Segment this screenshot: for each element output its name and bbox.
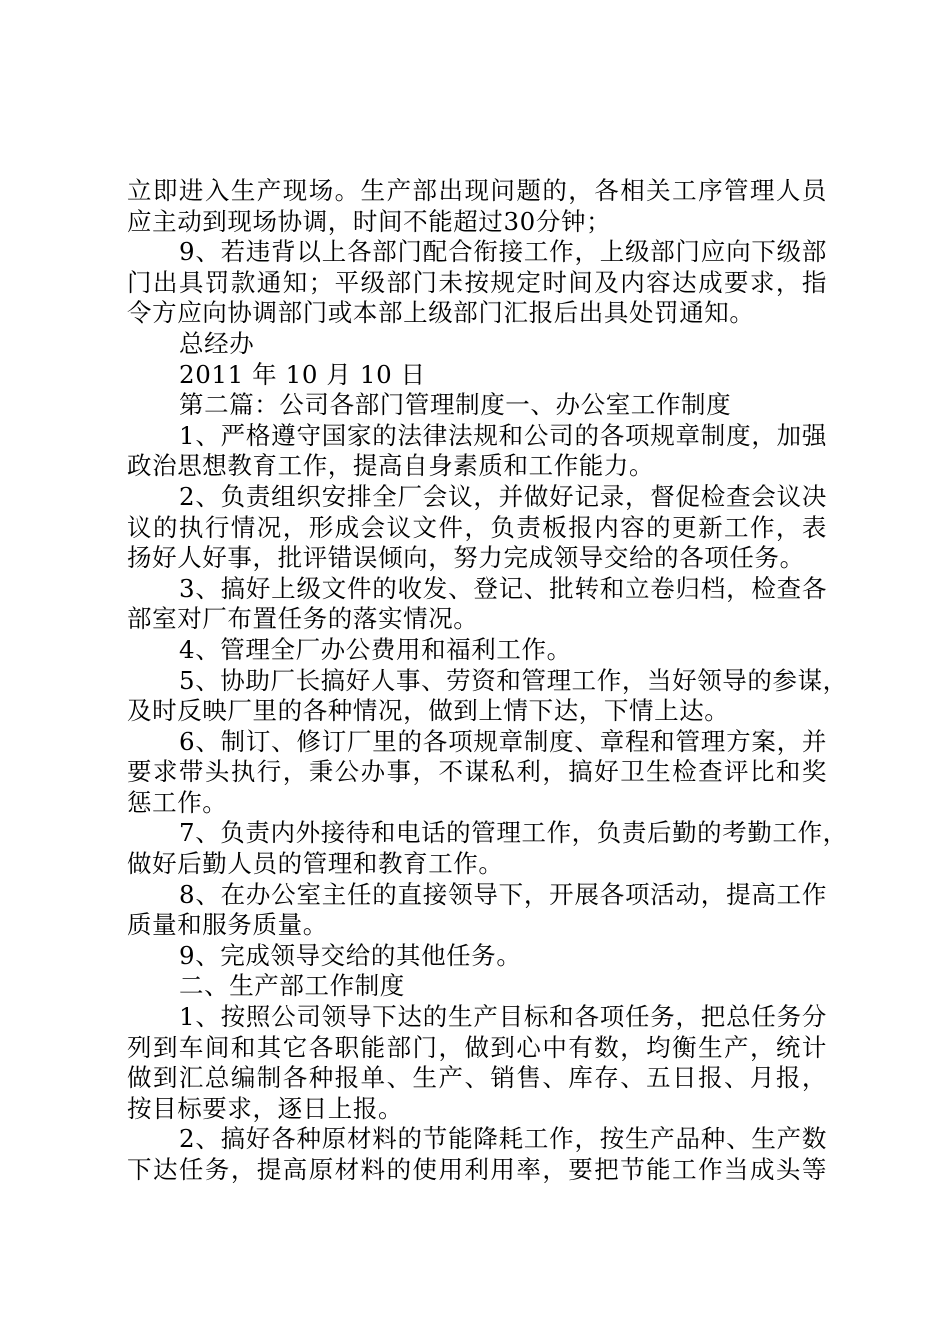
text-line: 令方应向协调部门或本部上级部门汇报后出具处罚通知。 [127, 298, 755, 328]
text-line: 扬好人好事，批评错误倾向，努力完成领导交给的各项任务。 [127, 543, 805, 573]
text-line: 2011 年 10 月 10 日 [179, 359, 426, 389]
text-line: 做到汇总编制各种报单、生产、销售、库存、五日报、月报， [127, 1063, 827, 1093]
text-line: 3、搞好上级文件的收发、登记、批转和立卷归档，检查各 [179, 573, 827, 603]
text-line: 列到车间和其它各职能部门，做到心中有数，均衡生产，统计 [127, 1032, 827, 1062]
text-line: 1、按照公司领导下达的生产目标和各项任务，把总任务分 [179, 1002, 827, 1032]
text-line: 门出具罚款通知；平级部门未按规定时间及内容达成要求，指 [127, 267, 827, 297]
text-line: 6、制订、修订厂里的各项规章制度、章程和管理方案，并 [179, 726, 827, 756]
text-line: 8、在办公室主任的直接领导下，开展各项活动，提高工作 [179, 879, 827, 909]
text-line: 2、负责组织安排全厂会议，并做好记录，督促检查会议决 [179, 481, 827, 511]
text-line: 2、搞好各种原材料的节能降耗工作，按生产品种、生产数 [179, 1124, 827, 1154]
text-line: 部室对厂布置任务的落实情况。 [127, 604, 479, 634]
document-body [127, 176, 848, 1186]
text-line: 要求带头执行，秉公办事，不谋私利，搞好卫生检查评比和奖 [127, 757, 827, 787]
text-line: 1、严格遵守国家的法律法规和公司的各项规章制度，加强 [179, 420, 827, 450]
text-line: 下达任务，提高原材料的使用利用率，要把节能工作当成头等 [127, 1155, 827, 1184]
text-line: 9、若违背以上各部门配合衔接工作，上级部门应向下级部 [179, 237, 827, 267]
text-line: 第二篇：公司各部门管理制度一、办公室工作制度 [179, 390, 732, 420]
text-line: 9、完成领导交给的其他任务。 [179, 940, 522, 970]
text-line: 按目标要求，逐日上报。 [127, 1093, 404, 1123]
text-line: 7、负责内外接待和电话的管理工作，负责后勤的考勤工作， [179, 818, 848, 848]
text-line: 议的执行情况，形成会议文件，负责板报内容的更新工作，表 [127, 512, 827, 542]
text-line: 总经办 [179, 328, 255, 358]
text-line: 4、管理全厂办公费用和福利工作。 [179, 634, 572, 664]
text-line: 立即进入生产现场。生产部出现问题的，各相关工序管理人员 [127, 176, 827, 205]
text-line: 质量和服务质量。 [127, 910, 328, 940]
text-line: 惩工作。 [127, 787, 228, 817]
text-line: 及时反映厂里的各种情况，做到上情下达，下情上达。 [127, 696, 730, 726]
text-line: 二、生产部工作制度 [179, 971, 405, 1001]
text-line: 5、协助厂长搞好人事、劳资和管理工作，当好领导的参谋， [179, 665, 848, 695]
text-line: 政治思想教育工作，提高自身素质和工作能力。 [127, 451, 655, 481]
text-line: 做好后勤人员的管理和教育工作。 [127, 849, 504, 879]
text-line: 应主动到现场协调，时间不能超过30分钟； [127, 206, 612, 236]
